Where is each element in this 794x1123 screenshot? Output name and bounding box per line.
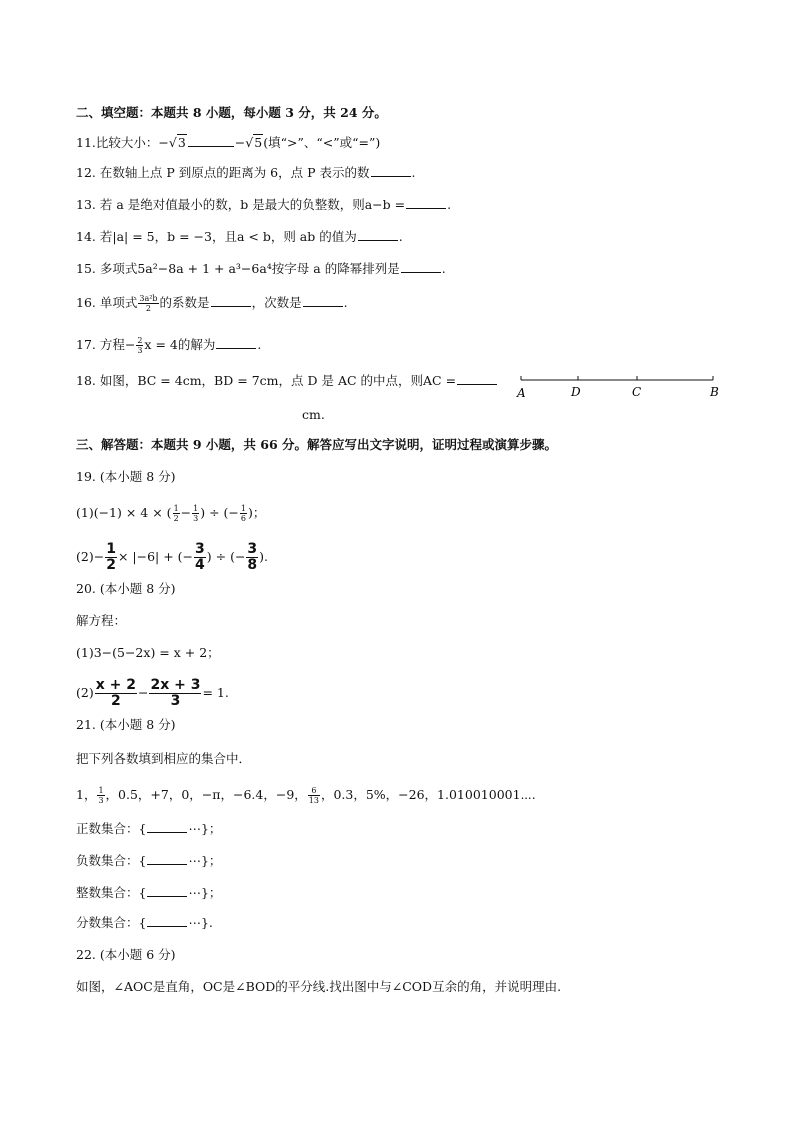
answer-blank	[211, 294, 251, 307]
fraction: $\frac{6}{13}$	[308, 786, 319, 805]
answer-blank	[358, 228, 398, 241]
answer-blank	[401, 260, 441, 273]
question-15: 15. 多项式5a²−8a + 1 + a³−6a⁴按字母 a 的降幂排列是 .	[76, 261, 446, 276]
fraction: $\frac{2x + 3}{3}$	[150, 677, 201, 709]
answer-blank	[147, 884, 187, 897]
question-18-unit: cm.	[302, 407, 325, 422]
fraction: $\frac{1}{2}$	[106, 541, 116, 573]
point-label-a: A	[517, 386, 526, 400]
question-12: 12. 在数轴上点 P 到原点的距离为 6，点 P 表示的数 .	[76, 165, 416, 180]
fraction: $\frac{1}{3}$	[98, 786, 104, 805]
fraction: $\frac{x + 2}{2}$	[95, 677, 136, 709]
answer-blank	[303, 294, 343, 307]
fraction: $\frac{1}{6}$	[240, 504, 246, 523]
fraction: $\frac{1}{3}$	[193, 504, 199, 523]
question-11: 11.比较大小：−√3 −√5(填“>”、“<”或“=”)	[76, 135, 381, 150]
question-20-part-2: (2) $\frac{x + 2}{2}$ − $\frac{2x + 3}{3}$ = 1.	[76, 677, 229, 709]
question-21-head: 21. (本小题 8 分)	[76, 717, 176, 732]
fraction: $\frac{3}{4}$	[195, 541, 205, 573]
question-18: 18. 如图，BC = 4cm，BD = 7cm，点 D 是 AC 的中点，则AC =	[76, 372, 498, 390]
answer-blank	[188, 134, 234, 147]
set-positive: 正数集合：{ ⋯}；	[76, 821, 222, 836]
question-20-part-1: (1)3−(5−2x) = x + 2；	[76, 645, 220, 660]
question-19-part-2: (2)− $\frac{1}{2}$ × |−6| + (− $\frac{3}{4}$ ) ÷ (− $\frac{3}{8}$ ).	[76, 541, 269, 573]
line-segment-figure	[515, 372, 725, 402]
question-21-intro: 把下列各数填到相应的集合中．	[76, 751, 252, 766]
question-20-intro: 解方程：	[76, 613, 127, 628]
question-13: 13. 若 a 是绝对值最小的数，b 是最大的负整数，则a−b = .	[76, 197, 452, 212]
fraction: $\frac{1}{2}$	[173, 504, 179, 523]
question-19-part-1: (1)(−1) × 4 × ( $\frac{1}{2}$ − $\frac{1}{3}$ ) ÷ (− $\frac{1}{6}$ )；	[76, 504, 266, 523]
fraction: $\frac{\text{3a²b}}{2}$	[139, 294, 158, 313]
section-3-title: 三、解答题：本题共 9 小题，共 66 分。解答应写出文字说明，证明过程或演算步骤。	[76, 437, 558, 452]
fraction: $\frac{3}{8}$	[247, 541, 258, 573]
question-14: 14. 若|a| = 5，b = −3，且a < b，则 ab 的值为 .	[76, 229, 403, 244]
answer-blank	[147, 852, 187, 865]
answer-blank	[457, 372, 497, 385]
set-integer: 整数集合：{ ⋯}；	[76, 885, 222, 900]
set-negative: 负数集合：{ ⋯}；	[76, 853, 222, 868]
answer-blank	[216, 336, 256, 349]
question-22-text: 如图，∠AOC是直角，OC是∠BOD的平分线.找出图中与∠COD互余的角，并说明理由.	[76, 979, 562, 994]
number-line-diagram	[515, 372, 725, 402]
set-fraction: 分数集合：{ ⋯}.	[76, 915, 213, 930]
answer-blank	[371, 164, 411, 177]
question-22-head: 22. (本小题 6 分)	[76, 947, 176, 962]
question-17: 17. 方程− $\frac{2}{3}$ x = 4的解为 .	[76, 336, 262, 355]
question-19-head: 19. (本小题 8 分)	[76, 469, 176, 484]
fraction: $\frac{2}{3}$	[137, 336, 143, 355]
question-16: 16. 单项式 $\frac{\text{3a²b}}{2}$ 的系数是 ，次数是 .	[76, 294, 348, 313]
answer-blank	[147, 914, 187, 927]
section-2-title: 二、填空题：本题共 8 小题，每小题 3 分，共 24 分。	[76, 105, 387, 120]
answer-blank	[406, 196, 446, 209]
question-20-head: 20. (本小题 8 分)	[76, 581, 176, 596]
question-21-numbers: 1， $\frac{1}{3}$ ，0.5，+7，0，−π，−6.4，−9， $\frac{6}{13}$ ，0.3，5%，−26，1.010010001⋯.	[76, 786, 536, 805]
answer-blank	[147, 820, 187, 833]
point-label-c: C	[632, 385, 642, 399]
point-label-b: B	[710, 385, 719, 399]
point-label-d: D	[571, 385, 581, 399]
